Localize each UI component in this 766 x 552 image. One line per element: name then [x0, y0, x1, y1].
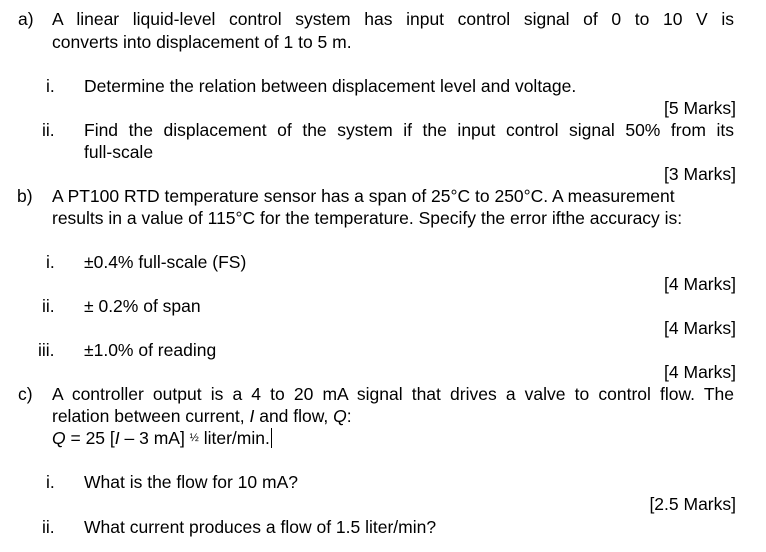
current-symbol: I — [249, 406, 255, 426]
part-a-i-marks: [5 Marks] — [664, 98, 736, 118]
exponent-half: ½ — [189, 432, 199, 444]
part-a-ii-question-line1: Find the displacement of the system if the input control signal 50% from its — [84, 120, 734, 140]
part-a-stem-line2: converts into displacement of 1 to 5 m. — [52, 32, 352, 52]
part-b-i-number: i. — [46, 252, 55, 272]
part-b-i-question: ±0.4% full-scale (FS) — [84, 252, 247, 272]
part-a-ii-question-line2: full-scale — [84, 142, 154, 162]
part-b-iii-marks: [4 Marks] — [664, 362, 736, 382]
part-c-ii-number: ii. — [42, 517, 55, 537]
flow-formula: Q = 25 [I – 3 mA] ½ liter/min. — [52, 428, 270, 448]
flow-symbol: Q — [333, 406, 347, 426]
part-a-ii-marks: [3 Marks] — [664, 164, 736, 184]
part-b-ii-number: ii. — [42, 296, 55, 316]
part-b-ii-question: ± 0.2% of span — [84, 296, 201, 316]
part-c-label: c) — [18, 384, 33, 404]
part-c-i-marks: [2.5 Marks] — [649, 494, 736, 514]
part-a-ii-number: ii. — [42, 120, 55, 140]
part-b-stem-line2: results in a value of 115°C for the temperature. Specify the error ifthe accuracy is: — [52, 208, 683, 228]
part-c-stem-line1: A controller output is a 4 to 20 mA signal that drives a valve to control flow. The — [52, 384, 734, 404]
part-b-stem-line1: A PT100 RTD temperature sensor has a span of 25°C to 250°C. A measurement — [52, 186, 675, 206]
part-c-i-number: i. — [46, 472, 55, 492]
part-c-stem-line2: relation between current, I and flow, Q: — [52, 406, 352, 426]
part-b-i-marks: [4 Marks] — [664, 274, 736, 294]
part-b-iii-question: ±1.0% of reading — [84, 340, 217, 360]
text-cursor — [271, 428, 272, 448]
part-c-ii-question: What current produces a flow of 1.5 liter/min? — [84, 517, 437, 537]
part-b-iii-number: iii. — [38, 340, 55, 360]
part-a-i-question: Determine the relation between displacement level and voltage. — [84, 76, 577, 96]
part-a-stem-line1: A linear liquid-level control system has input control signal of 0 to 10 V is — [52, 9, 734, 29]
part-a-i-number: i. — [46, 76, 55, 96]
part-a-label: a) — [18, 9, 34, 29]
part-b-ii-marks: [4 Marks] — [664, 318, 736, 338]
part-c-i-question: What is the flow for 10 mA? — [84, 472, 298, 492]
part-b-label: b) — [17, 186, 33, 206]
